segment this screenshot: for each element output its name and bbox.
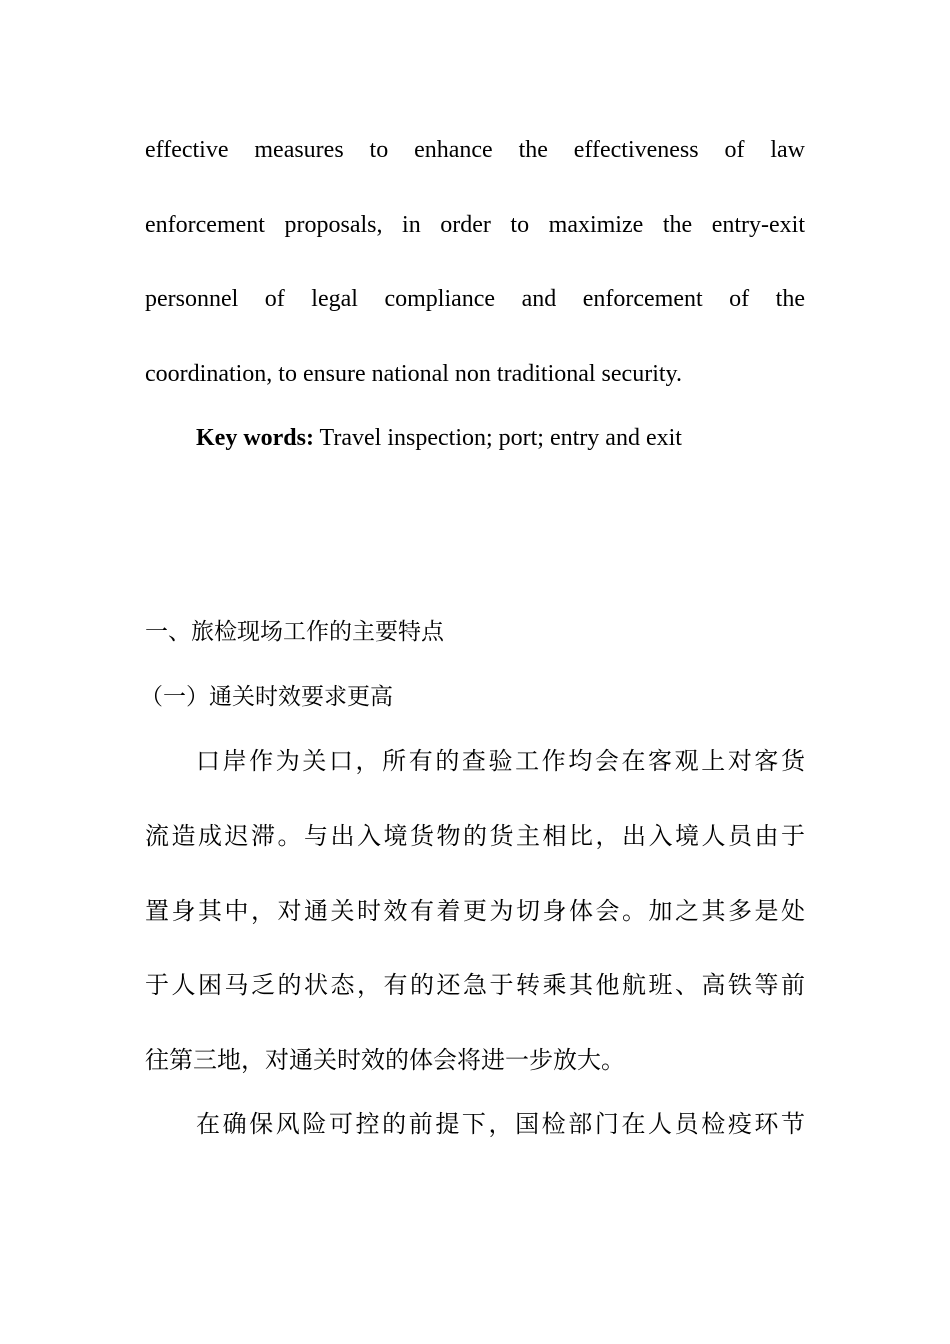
keywords-label: Key words:: [196, 425, 314, 451]
section-subheading: （一）通关时效要求更高: [140, 684, 393, 710]
keywords-line: [196, 423, 805, 453]
keywords-text: Travel inspection; port; entry and exit: [313, 425, 682, 451]
section-heading: 一、旅检现场工作的主要特点: [145, 619, 444, 645]
abstract-line-1: effective measures to enhance the effectiveness of law: [145, 137, 805, 163]
paragraph1-line-2: 流造成迟滞。与出入境货物的货主相比，出入境人员由于: [145, 822, 805, 850]
abstract-line-2: enforcement proposals, in order to maximize the entry-exit: [145, 212, 805, 238]
paragraph1-line-1: 口岸作为关口，所有的查验工作均会在客观上对客货: [196, 747, 805, 775]
abstract-line-4: coordination, to ensure national non traditional security.: [145, 361, 682, 387]
paragraph1-line-4: 于人困马乏的状态，有的还急于转乘其他航班、高铁等前: [145, 971, 805, 999]
paragraph1-line-5: 往第三地，对通关时效的体会将进一步放大。: [145, 1046, 625, 1074]
abstract-line-3: personnel of legal compliance and enforcement of the: [145, 286, 805, 312]
paragraph2-line-1: 在确保风险可控的前提下，国检部门在人员检疫环节: [196, 1110, 805, 1138]
paragraph1-line-3: 置身其中，对通关时效有着更为切身体会。加之其多是处: [145, 897, 805, 925]
